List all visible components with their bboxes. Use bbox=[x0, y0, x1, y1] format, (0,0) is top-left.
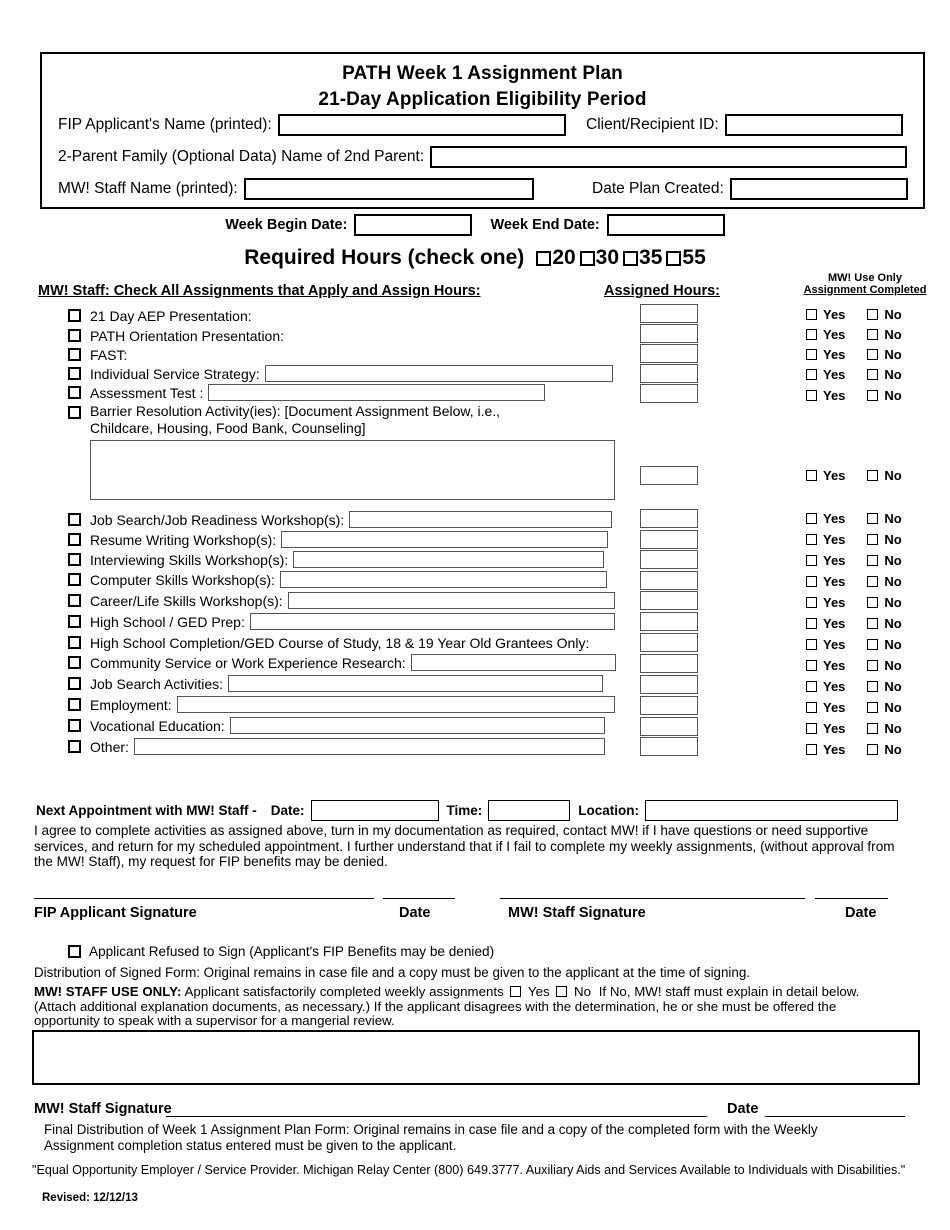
checkbox-icon[interactable] bbox=[806, 597, 817, 608]
required-hours-option-35[interactable] bbox=[623, 246, 662, 270]
yes-label: Yes bbox=[823, 388, 846, 403]
checkbox-icon[interactable] bbox=[867, 702, 878, 713]
assignment-completed-row[interactable] bbox=[806, 595, 902, 610]
yes-label: Yes bbox=[823, 721, 846, 736]
final-distribution-note bbox=[44, 1122, 914, 1153]
checkbox-icon[interactable] bbox=[68, 740, 81, 753]
required-hours-row bbox=[0, 246, 950, 270]
no-label: No bbox=[884, 742, 902, 757]
checkbox-icon[interactable] bbox=[68, 615, 81, 628]
assigned-hours-input[interactable] bbox=[640, 509, 698, 528]
checkbox-icon[interactable] bbox=[556, 986, 567, 997]
applicant-refused-to-sign-label: Applicant Refused to Sign (Applicant's FIP Benefits may be denied) bbox=[89, 944, 495, 959]
week-end-date-label: Week End Date: bbox=[490, 217, 600, 233]
checkbox-icon[interactable] bbox=[867, 681, 878, 692]
checkbox-icon[interactable] bbox=[867, 390, 878, 401]
client-id-row bbox=[586, 114, 903, 136]
assignment-completed-row[interactable] bbox=[806, 742, 902, 757]
checkbox-icon[interactable] bbox=[867, 513, 878, 524]
agreement-text: I agree to complete activities as assigned above, turn in my documentation as required, contact MW! if I have questions or need supportive services, and return for my scheduled appointment. I further understand that if I fail to complete my weekly assignments, (without approval from the MW! Staff), my request for FIP benefits may be denied. bbox=[34, 823, 895, 869]
assignment-row[interactable] bbox=[68, 716, 605, 735]
assignment-completed-row[interactable] bbox=[806, 511, 902, 526]
checkbox-icon[interactable] bbox=[68, 553, 81, 566]
assignment-row[interactable] bbox=[68, 591, 615, 610]
barrier-resolution-notes-input[interactable] bbox=[90, 440, 615, 500]
checkbox-icon[interactable] bbox=[68, 533, 81, 546]
assignments-column-header: MW! Staff: Check All Assignments that Apply and Assign Hours: bbox=[38, 283, 481, 299]
assignment-detail-input[interactable] bbox=[349, 511, 612, 528]
page-title-line2: 21-Day Application Eligibility Period bbox=[318, 89, 647, 110]
checkbox-icon[interactable] bbox=[68, 677, 81, 690]
assignment-row[interactable] bbox=[68, 695, 615, 714]
assignment-row[interactable] bbox=[68, 326, 289, 345]
no-label: No bbox=[884, 367, 902, 382]
checkbox-icon[interactable] bbox=[867, 744, 878, 755]
assignment-row[interactable] bbox=[68, 653, 616, 672]
assignment-row[interactable] bbox=[68, 306, 257, 325]
assignment-label: Other: bbox=[90, 738, 129, 755]
checkbox-icon[interactable] bbox=[68, 698, 81, 711]
checkbox-icon[interactable] bbox=[623, 251, 638, 266]
assigned-hours-input[interactable] bbox=[640, 675, 698, 694]
no-label: No bbox=[884, 721, 902, 736]
yes-label: Yes bbox=[823, 742, 846, 757]
yes-label: Yes bbox=[823, 637, 846, 652]
assignment-completed-row[interactable] bbox=[806, 307, 902, 322]
yes-label: Yes bbox=[823, 367, 846, 382]
no-label: No bbox=[884, 327, 902, 342]
assigned-hours-input[interactable] bbox=[640, 324, 698, 343]
assignment-detail-input[interactable] bbox=[134, 738, 605, 755]
date-plan-created-row bbox=[592, 178, 908, 200]
mw-staff-use-only-text-after: If No, MW! staff must explain in detail below. bbox=[598, 984, 860, 999]
assignment-label: Individual Service Strategy: bbox=[90, 365, 260, 382]
assigned-hours-input[interactable] bbox=[640, 571, 698, 590]
assignment-row[interactable] bbox=[68, 364, 613, 383]
final-date-line[interactable] bbox=[765, 1116, 905, 1117]
fip-applicant-date-line[interactable] bbox=[383, 898, 455, 899]
checkbox-icon[interactable] bbox=[68, 513, 81, 526]
assigned-hours-input[interactable] bbox=[640, 466, 698, 485]
assignment-detail-input[interactable] bbox=[293, 551, 604, 568]
yes-label: Yes bbox=[823, 553, 846, 568]
assignment-row[interactable] bbox=[68, 612, 615, 631]
checkbox-icon[interactable] bbox=[806, 309, 817, 320]
required-hours-option-30[interactable] bbox=[580, 246, 619, 270]
appointment-location-label: Location: bbox=[578, 803, 640, 818]
yes-label: Yes bbox=[823, 574, 846, 589]
checkbox-icon[interactable] bbox=[536, 251, 551, 266]
barrier-resolution-row[interactable] bbox=[68, 403, 500, 419]
yes-label: Yes bbox=[823, 679, 846, 694]
assigned-hours-input[interactable] bbox=[640, 304, 698, 323]
required-hours-option-20[interactable] bbox=[536, 246, 575, 270]
assignment-detail-input[interactable] bbox=[280, 571, 607, 588]
no-label: No bbox=[884, 595, 902, 610]
yes-label: Yes bbox=[823, 511, 846, 526]
no-label: No bbox=[884, 307, 902, 322]
assignment-row[interactable] bbox=[68, 674, 603, 693]
mw-staff-use-only-line3: opportunity to speak with a supervisor for a mangerial review. bbox=[34, 1013, 395, 1029]
mw-staff-date-label: Date bbox=[845, 905, 877, 921]
assignment-detail-input[interactable] bbox=[177, 696, 615, 713]
mw-staff-name-input[interactable] bbox=[244, 178, 534, 200]
assigned-hours-input[interactable] bbox=[640, 530, 698, 549]
assignment-detail-input[interactable] bbox=[250, 613, 615, 630]
appointment-date-input[interactable] bbox=[311, 800, 439, 821]
no-label: No bbox=[884, 468, 902, 483]
assigned-hours-input[interactable] bbox=[640, 654, 698, 673]
assignment-detail-input[interactable] bbox=[228, 675, 603, 692]
week-dates-row bbox=[0, 214, 950, 236]
yes-label: Yes bbox=[823, 307, 846, 322]
assignment-completed-row[interactable] bbox=[806, 616, 902, 631]
no-label: No bbox=[884, 658, 902, 673]
assignment-completed-row[interactable] bbox=[806, 679, 902, 694]
checkbox-icon[interactable] bbox=[806, 470, 817, 481]
mw-staff-use-only-heading: MW! STAFF USE ONLY: bbox=[34, 984, 182, 999]
assignment-completed-row[interactable] bbox=[806, 347, 902, 362]
checkbox-icon[interactable] bbox=[68, 329, 81, 342]
checkbox-icon[interactable] bbox=[806, 534, 817, 545]
assignment-label: 21 Day AEP Presentation: bbox=[90, 307, 252, 324]
yes-label: Yes bbox=[823, 327, 846, 342]
fip-applicant-signature-label: FIP Applicant Signature bbox=[34, 905, 197, 921]
assignment-label: Job Search Activities: bbox=[90, 675, 224, 692]
assigned-hours-input[interactable] bbox=[640, 384, 698, 403]
checkbox-icon[interactable] bbox=[806, 390, 817, 401]
assignment-detail-input[interactable] bbox=[265, 365, 613, 382]
next-appointment-label: Next Appointment with MW! Staff - bbox=[36, 803, 257, 818]
no-label: No bbox=[884, 388, 902, 403]
yes-label: Yes bbox=[823, 616, 846, 631]
mw-staff-name-row bbox=[58, 178, 534, 200]
checkbox-icon[interactable] bbox=[510, 986, 521, 997]
checkbox-icon[interactable] bbox=[806, 618, 817, 629]
no-label: No bbox=[884, 637, 902, 652]
mw-staff-signature-label: MW! Staff Signature bbox=[508, 905, 646, 921]
checkbox-icon[interactable] bbox=[867, 309, 878, 320]
checkbox-icon[interactable] bbox=[68, 719, 81, 732]
assignment-completed-row[interactable] bbox=[806, 468, 902, 483]
assignment-row[interactable] bbox=[68, 737, 605, 756]
assignment-completed-label: Assignment Completed bbox=[803, 284, 927, 296]
assignment-completed-row[interactable] bbox=[806, 658, 902, 673]
assigned-hours-input[interactable] bbox=[640, 550, 698, 569]
client-id-input[interactable] bbox=[725, 114, 903, 136]
no-label: No bbox=[884, 700, 902, 715]
week-begin-date-input[interactable] bbox=[354, 214, 472, 236]
assigned-hours-input[interactable] bbox=[640, 737, 698, 756]
assignment-completed-row[interactable] bbox=[806, 553, 902, 568]
assignment-label: Employment: bbox=[90, 696, 172, 713]
checkbox-icon[interactable] bbox=[867, 639, 878, 650]
yes-label: Yes bbox=[823, 347, 846, 362]
barrier-resolution-label-line2: Childcare, Housing, Food Bank, Counseling] bbox=[90, 420, 366, 436]
checkbox-icon[interactable] bbox=[68, 945, 81, 958]
assignment-label: Community Service or Work Experience Research: bbox=[90, 654, 406, 671]
assigned-hours-input[interactable] bbox=[640, 612, 698, 631]
appointment-time-input[interactable] bbox=[488, 800, 570, 821]
assignment-label: PATH Orientation Presentation: bbox=[90, 327, 285, 344]
checkbox-icon[interactable] bbox=[68, 309, 81, 322]
assignment-completed-row[interactable] bbox=[806, 388, 902, 403]
fip-applicant-date-label: Date bbox=[399, 905, 431, 921]
checkbox-icon[interactable] bbox=[867, 618, 878, 629]
checkbox-icon[interactable] bbox=[806, 702, 817, 713]
checkbox-icon[interactable] bbox=[666, 251, 681, 266]
assigned-hours-input[interactable] bbox=[640, 591, 698, 610]
assignment-completed-row[interactable] bbox=[806, 700, 902, 715]
assignment-completed-row[interactable] bbox=[806, 532, 902, 547]
checkbox-icon[interactable] bbox=[806, 660, 817, 671]
equal-opportunity-notice: "Equal Opportunity Employer / Service Provider. Michigan Relay Center (800) 649.3777. Auxiliary Aids and Services Available to Individuals with Disabilities." bbox=[32, 1163, 906, 1177]
no-label: No bbox=[884, 347, 902, 362]
assignment-label: Career/Life Skills Workshop(s): bbox=[90, 592, 283, 609]
next-appointment-row bbox=[36, 800, 898, 821]
checkbox-icon[interactable] bbox=[867, 534, 878, 545]
checkbox-icon[interactable] bbox=[806, 723, 817, 734]
assigned-hours-input[interactable] bbox=[640, 717, 698, 736]
final-distribution-line2: Assignment completion status entered must be given to the applicant. bbox=[44, 1137, 457, 1153]
mw-staff-use-only-no-label: No bbox=[574, 984, 592, 999]
no-label: No bbox=[884, 616, 902, 631]
assigned-hours-input[interactable] bbox=[640, 633, 698, 652]
assigned-hours-input[interactable] bbox=[640, 344, 698, 363]
yes-label: Yes bbox=[823, 468, 846, 483]
mw-staff-use-only-block bbox=[34, 985, 924, 1029]
client-id-label: Client/Recipient ID: bbox=[586, 116, 719, 133]
distribution-note: Distribution of Signed Form: Original remains in case file and a copy must be given to the applicant at the time of signing. bbox=[34, 965, 751, 980]
checkbox-icon[interactable] bbox=[867, 576, 878, 587]
checkbox-icon[interactable] bbox=[867, 349, 878, 360]
barrier-resolution-label-line1: Barrier Resolution Activity(ies): [Document Assignment Below, i.e., bbox=[90, 403, 501, 419]
assignment-completed-row[interactable] bbox=[806, 574, 902, 589]
mw-use-only-label: MW! Use Only bbox=[828, 272, 902, 284]
checkbox-icon[interactable] bbox=[867, 723, 878, 734]
assignment-detail-input[interactable] bbox=[288, 592, 615, 609]
checkbox-icon[interactable] bbox=[68, 573, 81, 586]
date-plan-created-input[interactable] bbox=[730, 178, 908, 200]
assignment-detail-input[interactable] bbox=[281, 531, 608, 548]
fip-applicant-signature-line[interactable] bbox=[34, 898, 374, 899]
checkbox-icon[interactable] bbox=[867, 369, 878, 380]
checkbox-icon[interactable] bbox=[806, 513, 817, 524]
checkbox-icon[interactable] bbox=[68, 636, 81, 649]
checkbox-icon[interactable] bbox=[867, 470, 878, 481]
checkbox-icon[interactable] bbox=[806, 369, 817, 380]
checkbox-icon[interactable] bbox=[867, 555, 878, 566]
yes-label: Yes bbox=[823, 658, 846, 673]
assignment-row[interactable] bbox=[68, 383, 545, 402]
no-label: No bbox=[884, 553, 902, 568]
mw-staff-explanation-input[interactable] bbox=[32, 1030, 920, 1085]
final-mw-staff-signature-label: MW! Staff Signature bbox=[34, 1101, 172, 1117]
checkbox-icon[interactable] bbox=[580, 251, 595, 266]
fip-applicant-name-row bbox=[58, 114, 566, 136]
mw-staff-use-only-text-before: Applicant satisfactorily completed weekly assignments bbox=[184, 984, 504, 999]
appointment-location-input[interactable] bbox=[645, 800, 898, 821]
required-hours-option-55[interactable] bbox=[666, 246, 705, 270]
yes-label: Yes bbox=[823, 532, 846, 547]
no-label: No bbox=[884, 679, 902, 694]
checkbox-icon[interactable] bbox=[68, 348, 81, 361]
mw-staff-use-only-line2: (Attach additional explanation documents, as necessary.) If the applicant disagrees with the determination, he or she must be offered the bbox=[34, 998, 837, 1014]
assignment-row[interactable] bbox=[68, 633, 594, 652]
assignment-label: Vocational Education: bbox=[90, 717, 225, 734]
no-label: No bbox=[884, 532, 902, 547]
checkbox-icon[interactable] bbox=[806, 555, 817, 566]
assignment-completed-row[interactable] bbox=[806, 367, 902, 382]
mw-staff-date-line[interactable] bbox=[815, 898, 888, 899]
assignment-label: Computer Skills Workshop(s): bbox=[90, 571, 275, 588]
assignment-label: Resume Writing Workshop(s): bbox=[90, 531, 277, 548]
assignment-row[interactable] bbox=[68, 345, 132, 364]
assignment-row[interactable] bbox=[68, 530, 608, 549]
mw-staff-signature-line[interactable] bbox=[500, 898, 805, 899]
second-parent-input[interactable] bbox=[430, 146, 907, 168]
applicant-refused-to-sign-row[interactable] bbox=[68, 944, 494, 959]
required-hours-option-55-label: 55 bbox=[682, 246, 706, 269]
no-label: No bbox=[884, 511, 902, 526]
checkbox-icon[interactable] bbox=[867, 597, 878, 608]
required-hours-option-35-label: 35 bbox=[639, 246, 663, 269]
assignment-completed-row[interactable] bbox=[806, 721, 902, 736]
final-distribution-line1: Final Distribution of Week 1 Assignment Plan Form: Original remains in case file and a copy of the completed form with the Weekly bbox=[44, 1122, 818, 1137]
assignment-detail-input[interactable] bbox=[230, 717, 605, 734]
assignment-label: High School Completion/GED Course of Study, 18 & 19 Year Old Grantees Only: bbox=[90, 634, 590, 651]
revised-date: Revised: 12/12/13 bbox=[42, 1192, 138, 1204]
mw-staff-name-label: MW! Staff Name (printed): bbox=[58, 180, 238, 197]
assignment-completed-column-header bbox=[782, 272, 948, 296]
checkbox-icon[interactable] bbox=[68, 594, 81, 607]
mw-staff-use-only-yes-label: Yes bbox=[527, 984, 550, 999]
assignment-label: High School / GED Prep: bbox=[90, 613, 245, 630]
checkbox-icon[interactable] bbox=[806, 349, 817, 360]
yes-label: Yes bbox=[823, 595, 846, 610]
yes-label: Yes bbox=[823, 700, 846, 715]
assignment-row[interactable] bbox=[68, 510, 612, 529]
assignment-completed-row[interactable] bbox=[806, 327, 902, 342]
checkbox-icon[interactable] bbox=[806, 681, 817, 692]
appointment-time-label: Time: bbox=[446, 803, 483, 818]
required-hours-option-30-label: 30 bbox=[595, 246, 620, 269]
second-parent-label: 2-Parent Family (Optional Data) Name of 2nd Parent: bbox=[58, 148, 425, 165]
checkbox-icon[interactable] bbox=[68, 406, 81, 419]
checkbox-icon[interactable] bbox=[806, 329, 817, 340]
week-end-date-input[interactable] bbox=[607, 214, 725, 236]
assigned-hours-column-header: Assigned Hours: bbox=[604, 283, 721, 299]
assignment-label: FAST: bbox=[90, 346, 128, 363]
assignment-completed-row[interactable] bbox=[806, 637, 902, 652]
date-plan-created-label: Date Plan Created: bbox=[592, 180, 724, 197]
assignment-label: Interviewing Skills Workshop(s): bbox=[90, 551, 289, 568]
assignment-detail-input[interactable] bbox=[411, 654, 616, 671]
checkbox-icon[interactable] bbox=[68, 656, 81, 669]
checkbox-icon[interactable] bbox=[867, 660, 878, 671]
checkbox-icon[interactable] bbox=[806, 576, 817, 587]
appointment-date-label: Date: bbox=[270, 803, 305, 818]
fip-applicant-name-input[interactable] bbox=[278, 114, 566, 136]
checkbox-icon[interactable] bbox=[68, 367, 81, 380]
fip-applicant-name-label: FIP Applicant's Name (printed): bbox=[58, 116, 272, 133]
final-date-label: Date bbox=[727, 1101, 759, 1117]
checkbox-icon[interactable] bbox=[806, 744, 817, 755]
required-hours-option-20-label: 20 bbox=[552, 246, 576, 269]
assigned-hours-input[interactable] bbox=[640, 696, 698, 715]
assignment-label: Assessment Test : bbox=[90, 384, 204, 401]
assignment-label: Job Search/Job Readiness Workshop(s): bbox=[90, 511, 345, 528]
required-hours-label: Required Hours (check one) bbox=[244, 246, 525, 269]
page-title-line1: PATH Week 1 Assignment Plan bbox=[342, 63, 623, 84]
assignment-row[interactable] bbox=[68, 570, 607, 589]
checkbox-icon[interactable] bbox=[806, 639, 817, 650]
assignment-detail-input[interactable] bbox=[208, 384, 545, 401]
second-parent-row bbox=[58, 146, 907, 168]
assignment-row[interactable] bbox=[68, 550, 604, 569]
checkbox-icon[interactable] bbox=[867, 329, 878, 340]
week-begin-date-label: Week Begin Date: bbox=[225, 217, 348, 233]
final-mw-staff-signature-line[interactable] bbox=[166, 1116, 707, 1117]
no-label: No bbox=[884, 574, 902, 589]
assigned-hours-input[interactable] bbox=[640, 364, 698, 383]
checkbox-icon[interactable] bbox=[68, 386, 81, 399]
